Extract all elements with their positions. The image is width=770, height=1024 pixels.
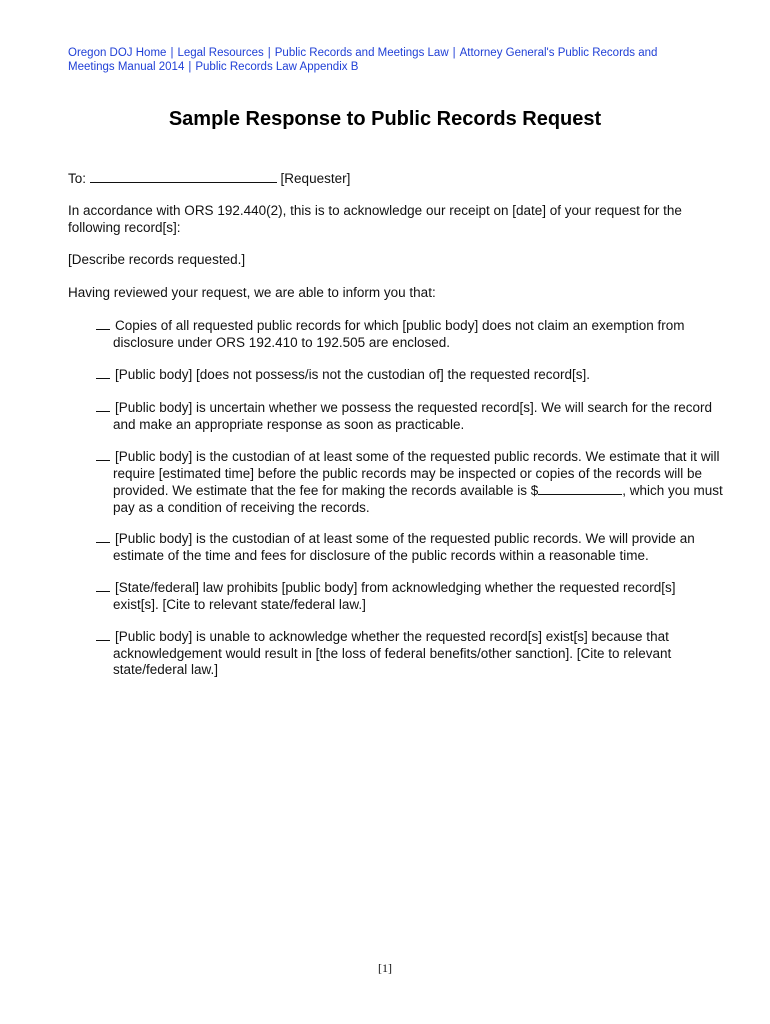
to-label: To: — [68, 171, 87, 186]
option-item — [96, 530, 723, 564]
breadcrumb-link-appendix-b[interactable]: Public Records Law Appendix B — [195, 61, 359, 73]
checkbox-blank[interactable] — [96, 399, 110, 412]
breadcrumb-separator: | — [267, 47, 271, 59]
breadcrumb-separator: | — [170, 47, 174, 59]
intro-paragraph: In accordance with ORS 192.440(2), this is to acknowledge our receipt on [date] of your request for the following record[s]: — [68, 203, 682, 235]
option-item — [96, 448, 723, 516]
option-text: [Public body] [does not possess/is not the custodian of] the requested record[s]. — [115, 367, 591, 382]
page-title: Sample Response to Public Records Request — [168, 108, 602, 130]
breadcrumb-separator: | — [452, 47, 456, 59]
page-number: [1] — [378, 961, 392, 975]
breadcrumb-link-legal-resources[interactable]: Legal Resources — [177, 47, 264, 59]
lead-in-paragraph: Having reviewed your request, we are able to inform you that: — [68, 285, 436, 300]
option-text: [Public body] is uncertain whether we possess the requested record[s]. We will search for the record and make an appropriate response as soon as practicable. — [113, 400, 713, 432]
option-text: [State/federal] law prohibits [public body] from acknowledging whether the requested record[s] exist[s]. [Cite to relevant state/federal law.] — [113, 580, 676, 612]
option-item — [96, 317, 723, 351]
breadcrumb-link-doj-home[interactable]: Oregon DOJ Home — [68, 47, 167, 59]
requester-blank — [90, 170, 277, 183]
option-item — [96, 579, 723, 613]
option-text: [Public body] is the custodian of at least some of the requested public records. We estimate that it will require [estimated time] before the public records may be inspected or copies of the records will be provided. We estimate that the fee for making the records available is — [113, 449, 720, 498]
breadcrumb — [68, 46, 688, 74]
checkbox-blank[interactable] — [96, 366, 110, 379]
requester-placeholder: [Requester] — [280, 171, 351, 186]
breadcrumb-link-ag-manual[interactable]: Attorney General's Public Records and Meetings Manual 2014 — [68, 47, 658, 73]
fee-suffix: , which you must pay as a condition of receiving the records. — [113, 483, 723, 515]
fee-currency: $ — [530, 483, 539, 498]
option-item — [96, 366, 723, 384]
option-text: [Public body] is the custodian of at least some of the requested public records. We will provide an estimate of the time and fees for disclosure of the public records within a reasonable time. — [113, 531, 695, 563]
checkbox-blank[interactable] — [96, 530, 110, 543]
option-text: Copies of all requested public records for which [public body] does not claim an exemption from disclosure under ORS 192.410 to 192.505 are enclosed. — [113, 318, 685, 350]
checkbox-blank[interactable] — [96, 317, 110, 330]
fee-blank — [538, 482, 622, 495]
checkbox-blank[interactable] — [96, 579, 110, 592]
to-line — [68, 170, 708, 188]
describe-records: [Describe records requested.] — [68, 252, 246, 267]
option-text: [Public body] is unable to acknowledge whether the requested record[s] exist[s] because that acknowledgement would result in [the loss of federal benefits/other sanction]. [Cite to relevant state/federal law.] — [113, 629, 672, 677]
breadcrumb-link-public-records-law[interactable]: Public Records and Meetings Law — [274, 47, 449, 59]
breadcrumb-separator: | — [188, 61, 192, 73]
checkbox-blank[interactable] — [96, 448, 110, 461]
checkbox-blank[interactable] — [96, 628, 110, 641]
option-item — [96, 628, 723, 679]
option-item — [96, 399, 723, 433]
